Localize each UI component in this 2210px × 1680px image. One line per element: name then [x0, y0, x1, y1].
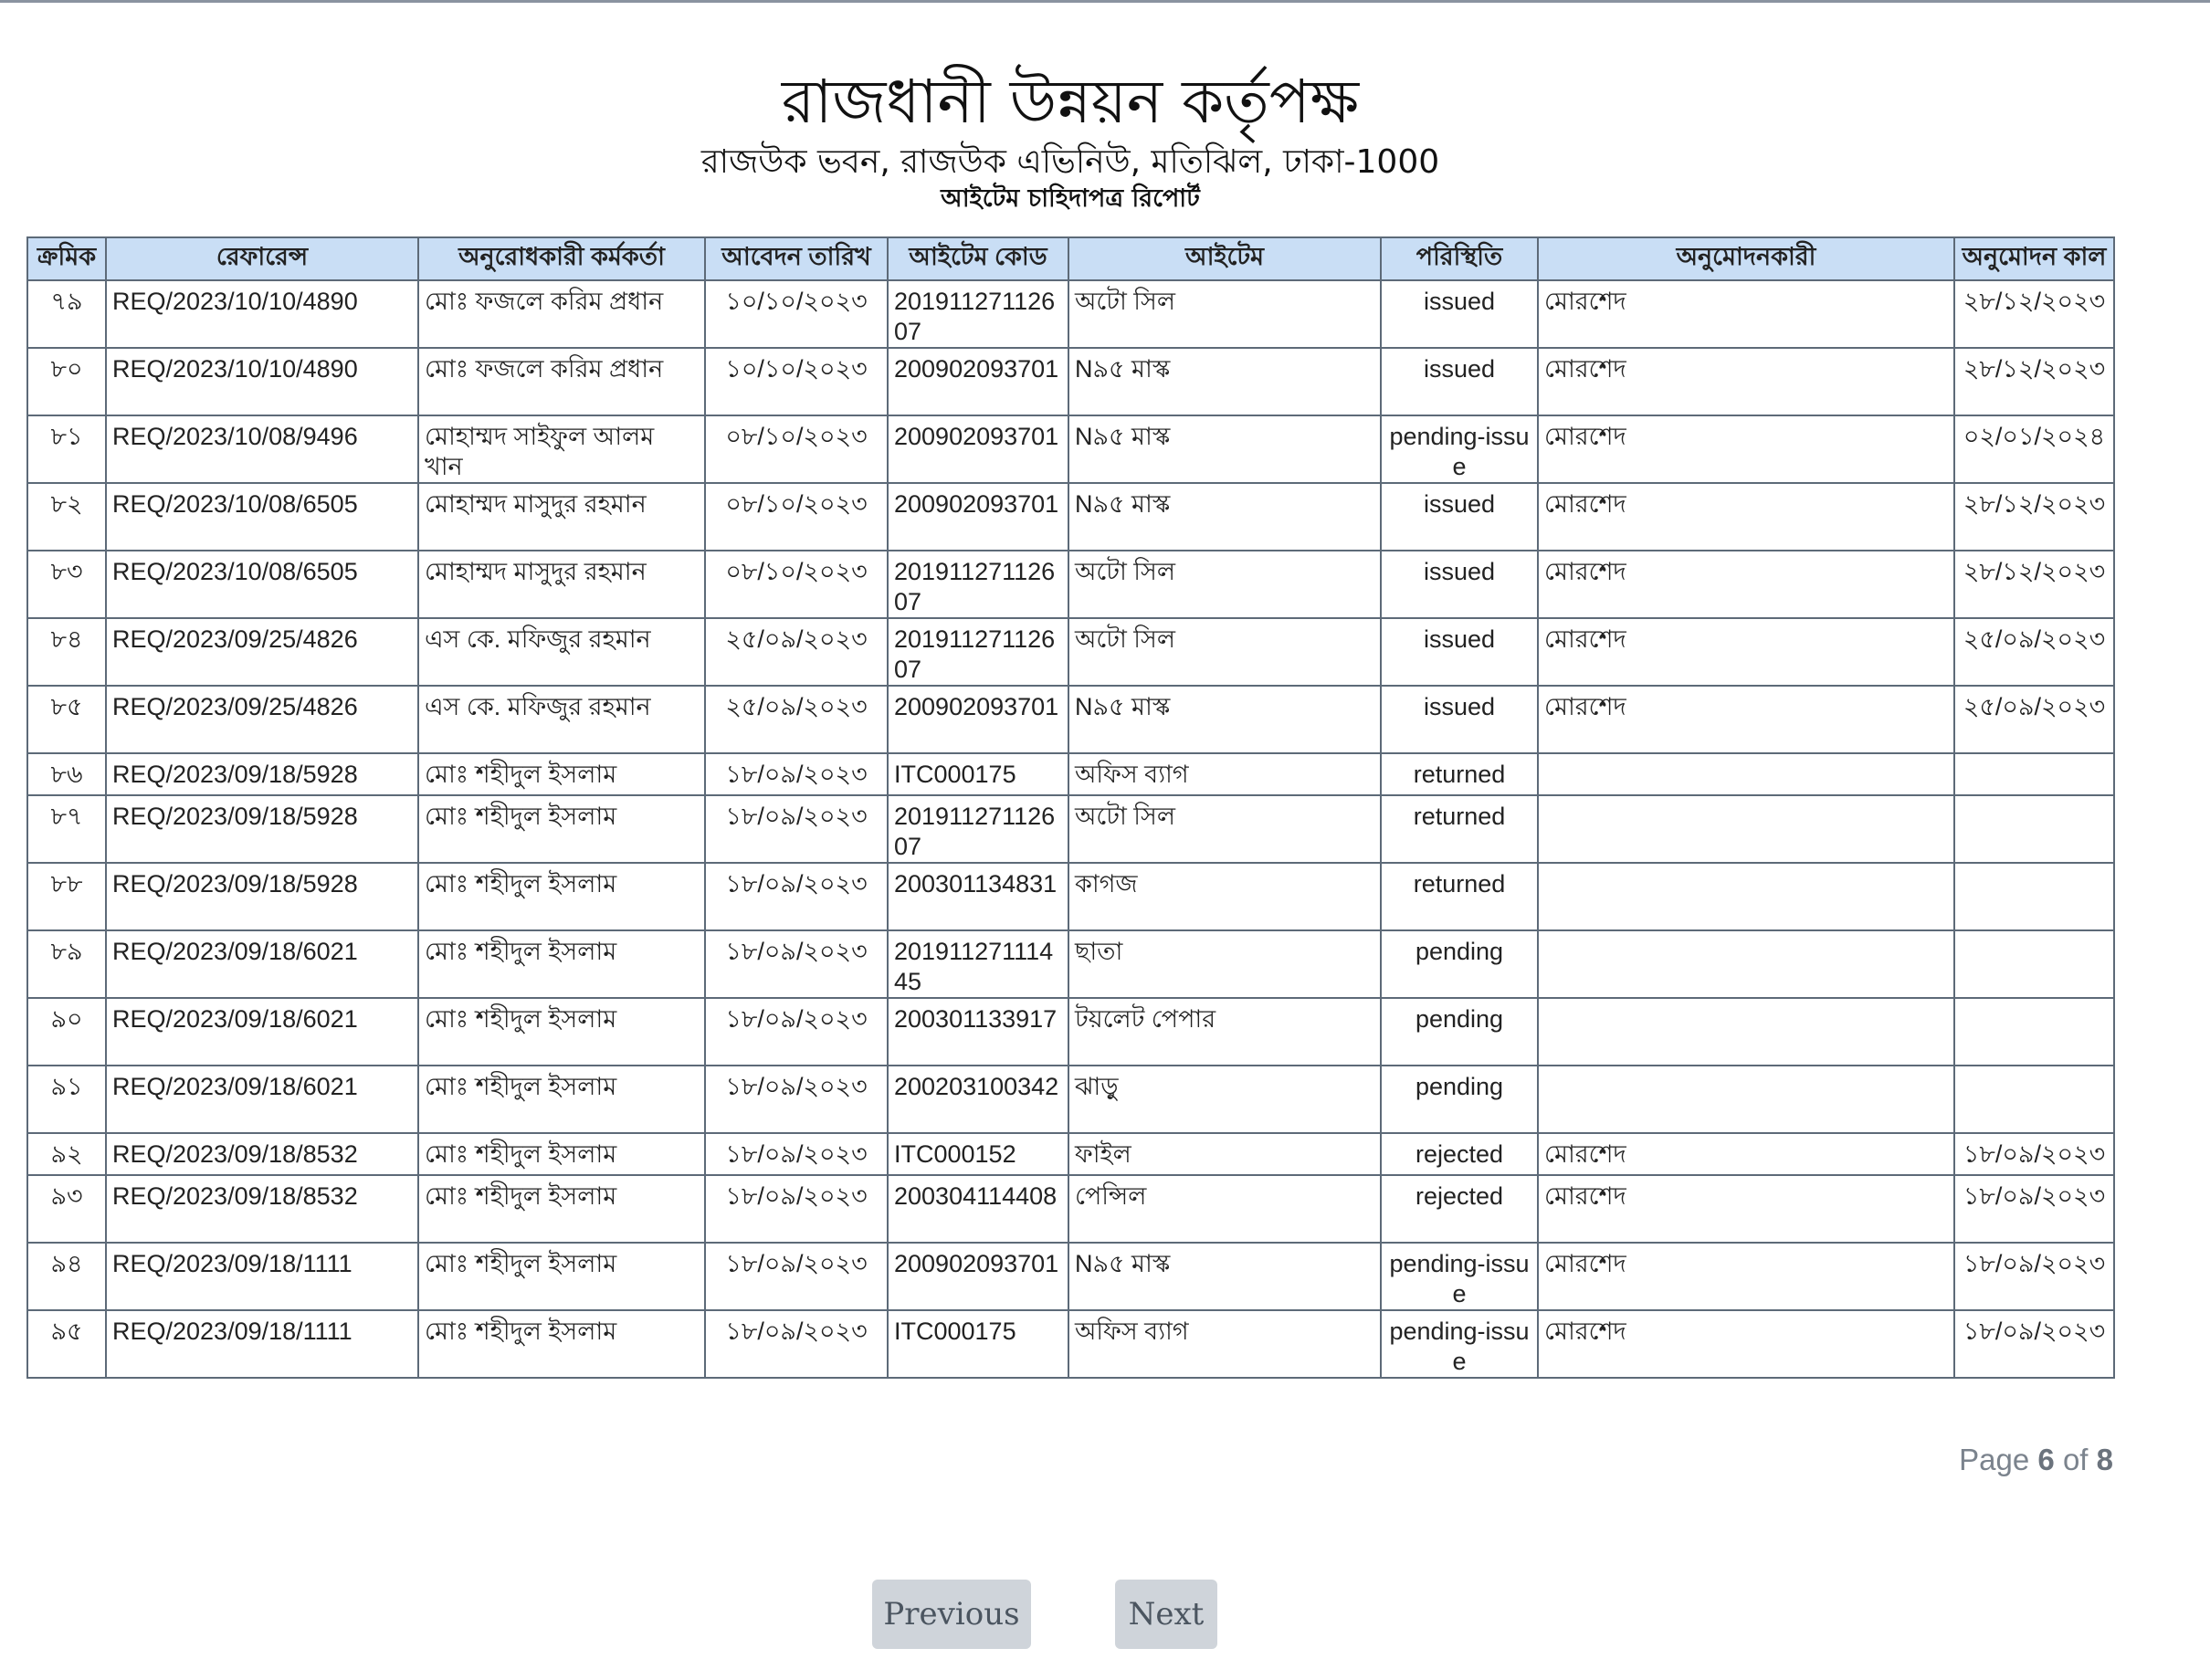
table-row — [27, 686, 2114, 753]
cell-request-date: ১৮/০৯/২০২৩ — [705, 1243, 888, 1310]
cell-approved-on — [1954, 1066, 2114, 1133]
cell-item-name: N৯৫ মাস্ক — [1068, 1243, 1381, 1310]
col-header-item-code: আইটেম কোড — [888, 237, 1068, 280]
cell-item-name: ফাইল — [1068, 1133, 1381, 1175]
table-row — [27, 280, 2114, 348]
cell-request-date: ২৫/০৯/২০২৩ — [705, 686, 888, 753]
cell-item-code: 200902093701 — [888, 348, 1068, 415]
cell-item-code: 20191127112607 — [888, 551, 1068, 618]
cell-approver: মোরশেদ — [1538, 1175, 1954, 1243]
cell-request-date: ০৮/১০/২০২৩ — [705, 551, 888, 618]
col-header-approver: অনুমোদনকারী — [1538, 237, 1954, 280]
cell-status: rejected — [1381, 1175, 1538, 1243]
cell-serial: ৮৪ — [27, 618, 106, 686]
total-pages-number: 8 — [2096, 1443, 2113, 1476]
cell-request-date: ২৫/০৯/২০২৩ — [705, 618, 888, 686]
cell-serial: ৮৮ — [27, 863, 106, 930]
cell-reference: REQ/2023/09/18/6021 — [106, 998, 418, 1066]
table-row — [27, 1133, 2114, 1175]
cell-item-code: 20191127112607 — [888, 280, 1068, 348]
cell-approver: মোরশেদ — [1538, 551, 1954, 618]
cell-request-date: ১৮/০৯/২০২৩ — [705, 795, 888, 863]
cell-requester: মোঃ শহীদুল ইসলাম — [418, 1175, 705, 1243]
cell-requester: মোঃ শহীদুল ইসলাম — [418, 1133, 705, 1175]
table-body — [27, 280, 2114, 1378]
table-row — [27, 483, 2114, 551]
cell-item-name: কাগজ — [1068, 863, 1381, 930]
cell-requester: মোঃ শহীদুল ইসলাম — [418, 930, 705, 998]
cell-approver: মোরশেদ — [1538, 1310, 1954, 1378]
cell-status: pending-issue — [1381, 1310, 1538, 1378]
cell-item-code: 20191127112607 — [888, 795, 1068, 863]
table-row — [27, 618, 2114, 686]
cell-approved-on — [1954, 998, 2114, 1066]
cell-reference: REQ/2023/09/18/1111 — [106, 1310, 418, 1378]
cell-item-code: 200902093701 — [888, 1243, 1068, 1310]
cell-approved-on: ২৫/০৯/২০২৩ — [1954, 686, 2114, 753]
page-prefix: Page — [1959, 1443, 2030, 1476]
page-separator: of — [2062, 1443, 2089, 1476]
cell-approved-on: ২৮/১২/২০২৩ — [1954, 348, 2114, 415]
col-header-approved-on: অনুমোদন কাল — [1954, 237, 2114, 280]
table-row — [27, 1066, 2114, 1133]
col-header-item: আইটেম — [1068, 237, 1381, 280]
cell-serial: ৮৫ — [27, 686, 106, 753]
cell-item-name: N৯৫ মাস্ক — [1068, 686, 1381, 753]
cell-serial: ৮৭ — [27, 795, 106, 863]
cell-status: returned — [1381, 753, 1538, 795]
col-header-requester: অনুরোধকারী কর্মকর্তা — [418, 237, 705, 280]
cell-serial: ৯৪ — [27, 1243, 106, 1310]
previous-page-button[interactable]: Previous — [872, 1580, 1031, 1649]
table-row — [27, 863, 2114, 930]
cell-serial: ৮০ — [27, 348, 106, 415]
requisition-table — [26, 236, 2115, 1379]
cell-serial: ৯৩ — [27, 1175, 106, 1243]
cell-status: issued — [1381, 483, 1538, 551]
cell-serial: ৮১ — [27, 415, 106, 483]
cell-reference: REQ/2023/10/08/9496 — [106, 415, 418, 483]
cell-reference: REQ/2023/09/18/5928 — [106, 863, 418, 930]
cell-requester: মোহাম্মদ মাসুদুর রহমান — [418, 483, 705, 551]
cell-approver: মোরশেদ — [1538, 348, 1954, 415]
cell-request-date: ১৮/০৯/২০২৩ — [705, 1133, 888, 1175]
cell-item-code: ITC000175 — [888, 1310, 1068, 1378]
cell-status: pending-issue — [1381, 1243, 1538, 1310]
col-header-serial: ক্রমিক — [27, 237, 106, 280]
cell-approved-on — [1954, 863, 2114, 930]
cell-status: pending — [1381, 1066, 1538, 1133]
cell-item-name: N৯৫ মাস্ক — [1068, 348, 1381, 415]
cell-item-name: N৯৫ মাস্ক — [1068, 415, 1381, 483]
next-page-button[interactable]: Next — [1115, 1580, 1217, 1649]
cell-item-code: 200301133917 — [888, 998, 1068, 1066]
cell-item-code: 20191127112607 — [888, 618, 1068, 686]
cell-reference: REQ/2023/10/08/6505 — [106, 551, 418, 618]
cell-status: returned — [1381, 863, 1538, 930]
cell-request-date: ১৮/০৯/২০২৩ — [705, 1175, 888, 1243]
cell-approved-on: ২৮/১২/২০২৩ — [1954, 483, 2114, 551]
cell-requester: মোহাম্মদ মাসুদুর রহমান — [418, 551, 705, 618]
cell-item-code: ITC000175 — [888, 753, 1068, 795]
cell-status: issued — [1381, 551, 1538, 618]
col-header-date: আবেদন তারিখ — [705, 237, 888, 280]
cell-request-date: ০৮/১০/২০২৩ — [705, 415, 888, 483]
cell-approved-on: ১৮/০৯/২০২৩ — [1954, 1133, 2114, 1175]
cell-requester: মোঃ শহীদুল ইসলাম — [418, 998, 705, 1066]
cell-item-name: ঝাড়ু — [1068, 1066, 1381, 1133]
report-title: আইটেম চাহিদাপত্র রিপোর্ট — [941, 184, 1200, 213]
cell-approver — [1538, 795, 1954, 863]
cell-reference: REQ/2023/09/25/4826 — [106, 618, 418, 686]
cell-approved-on — [1954, 753, 2114, 795]
table-row — [27, 998, 2114, 1066]
cell-request-date: ০৮/১০/২০২৩ — [705, 483, 888, 551]
cell-item-code: 20191127111445 — [888, 930, 1068, 998]
cell-requester: মোঃ শহীদুল ইসলাম — [418, 1066, 705, 1133]
table-row — [27, 753, 2114, 795]
cell-requester: মোঃ শহীদুল ইসলাম — [418, 863, 705, 930]
table-header-row — [27, 237, 2114, 280]
col-header-status: পরিস্থিতি — [1381, 237, 1538, 280]
cell-reference: REQ/2023/09/18/8532 — [106, 1175, 418, 1243]
cell-item-code: ITC000152 — [888, 1133, 1068, 1175]
cell-item-name: অটো সিল — [1068, 551, 1381, 618]
current-page-number: 6 — [2037, 1443, 2055, 1476]
cell-request-date: ১৮/০৯/২০২৩ — [705, 930, 888, 998]
cell-serial: ৮৩ — [27, 551, 106, 618]
cell-approved-on — [1954, 930, 2114, 998]
cell-status: returned — [1381, 795, 1538, 863]
cell-serial: ৭৯ — [27, 280, 106, 348]
cell-approved-on: ১৮/০৯/২০২৩ — [1954, 1310, 2114, 1378]
cell-serial: ৮৯ — [27, 930, 106, 998]
cell-item-code: 200902093701 — [888, 686, 1068, 753]
cell-serial: ৯৫ — [27, 1310, 106, 1378]
cell-serial: ৯০ — [27, 998, 106, 1066]
organization-title: রাজধানী উন্নয়ন কর্তৃপক্ষ — [781, 67, 1360, 137]
cell-reference: REQ/2023/10/08/6505 — [106, 483, 418, 551]
table-row — [27, 795, 2114, 863]
cell-status: issued — [1381, 348, 1538, 415]
cell-item-code: 200301134831 — [888, 863, 1068, 930]
cell-status: pending — [1381, 930, 1538, 998]
cell-reference: REQ/2023/10/10/4890 — [106, 280, 418, 348]
table-row — [27, 1175, 2114, 1243]
cell-reference: REQ/2023/09/18/5928 — [106, 795, 418, 863]
cell-serial: ৯২ — [27, 1133, 106, 1175]
cell-serial: ৯১ — [27, 1066, 106, 1133]
cell-serial: ৮৬ — [27, 753, 106, 795]
cell-approved-on — [1954, 795, 2114, 863]
cell-item-name: অফিস ব্যাগ — [1068, 753, 1381, 795]
cell-request-date: ১৮/০৯/২০২৩ — [705, 863, 888, 930]
cell-status: issued — [1381, 280, 1538, 348]
cell-status: issued — [1381, 618, 1538, 686]
cell-approver: মোরশেদ — [1538, 1243, 1954, 1310]
cell-requester: মোঃ ফজলে করিম প্রধান — [418, 348, 705, 415]
cell-status: issued — [1381, 686, 1538, 753]
table-row — [27, 1310, 2114, 1378]
organization-address: রাজউক ভবন, রাজউক এভিনিউ, মতিঝিল, ঢাকা-1000 — [700, 143, 1440, 181]
cell-request-date: ১৮/০৯/২০২৩ — [705, 1310, 888, 1378]
table-row — [27, 415, 2114, 483]
cell-item-name: ছাতা — [1068, 930, 1381, 998]
table-row — [27, 551, 2114, 618]
cell-request-date: ১৮/০৯/২০২৩ — [705, 1066, 888, 1133]
cell-requester: মোঃ শহীদুল ইসলাম — [418, 795, 705, 863]
cell-item-code: 200203100342 — [888, 1066, 1068, 1133]
cell-item-name: অটো সিল — [1068, 618, 1381, 686]
table-row — [27, 930, 2114, 998]
cell-approver: মোরশেদ — [1538, 280, 1954, 348]
cell-approver — [1538, 1066, 1954, 1133]
cell-requester: মোঃ শহীদুল ইসলাম — [418, 753, 705, 795]
cell-reference: REQ/2023/09/18/8532 — [106, 1133, 418, 1175]
cell-approved-on: ১৮/০৯/২০২৩ — [1954, 1243, 2114, 1310]
cell-reference: REQ/2023/09/25/4826 — [106, 686, 418, 753]
cell-status: pending-issue — [1381, 415, 1538, 483]
cell-item-name: অটো সিল — [1068, 795, 1381, 863]
table-row — [27, 348, 2114, 415]
cell-requester: এস কে. মফিজুর রহমান — [418, 686, 705, 753]
cell-status: pending — [1381, 998, 1538, 1066]
cell-request-date: ১৮/০৯/২০২৩ — [705, 998, 888, 1066]
cell-requester: মোঃ শহীদুল ইসলাম — [418, 1243, 705, 1310]
table-row — [27, 1243, 2114, 1310]
cell-approved-on: ২৫/০৯/২০২৩ — [1954, 618, 2114, 686]
cell-approver: মোরশেদ — [1538, 618, 1954, 686]
cell-reference: REQ/2023/10/10/4890 — [106, 348, 418, 415]
cell-reference: REQ/2023/09/18/6021 — [106, 930, 418, 998]
cell-approver — [1538, 863, 1954, 930]
cell-approver — [1538, 753, 1954, 795]
cell-reference: REQ/2023/09/18/6021 — [106, 1066, 418, 1133]
cell-item-name: টয়লেট পেপার — [1068, 998, 1381, 1066]
cell-approver: মোরশেদ — [1538, 1133, 1954, 1175]
cell-item-code: 200902093701 — [888, 415, 1068, 483]
cell-approver — [1538, 998, 1954, 1066]
cell-approver: মোরশেদ — [1538, 483, 1954, 551]
cell-item-code: 200304114408 — [888, 1175, 1068, 1243]
cell-approved-on: ১৮/০৯/২০২৩ — [1954, 1175, 2114, 1243]
page-indicator — [1959, 1443, 2113, 1477]
cell-requester: মোহাম্মদ সাইফুল আলম খান — [418, 415, 705, 483]
cell-approver — [1538, 930, 1954, 998]
cell-status: rejected — [1381, 1133, 1538, 1175]
cell-item-name: অফিস ব্যাগ — [1068, 1310, 1381, 1378]
cell-serial: ৮২ — [27, 483, 106, 551]
cell-item-name: অটো সিল — [1068, 280, 1381, 348]
cell-request-date: ১০/১০/২০২৩ — [705, 348, 888, 415]
cell-item-name: পেন্সিল — [1068, 1175, 1381, 1243]
cell-approver: মোরশেদ — [1538, 686, 1954, 753]
cell-reference: REQ/2023/09/18/5928 — [106, 753, 418, 795]
cell-request-date: ১০/১০/২০২৩ — [705, 280, 888, 348]
cell-requester: মোঃ শহীদুল ইসলাম — [418, 1310, 705, 1378]
cell-item-code: 200902093701 — [888, 483, 1068, 551]
cell-approved-on: ২৮/১২/২০২৩ — [1954, 551, 2114, 618]
cell-reference: REQ/2023/09/18/1111 — [106, 1243, 418, 1310]
cell-requester: এস কে. মফিজুর রহমান — [418, 618, 705, 686]
cell-approved-on: ২৮/১২/২০২৩ — [1954, 280, 2114, 348]
cell-requester: মোঃ ফজলে করিম প্রধান — [418, 280, 705, 348]
top-border — [0, 0, 2210, 3]
col-header-reference: রেফারেন্স — [106, 237, 418, 280]
cell-approver: মোরশেদ — [1538, 415, 1954, 483]
cell-approved-on: ০২/০১/২০২৪ — [1954, 415, 2114, 483]
cell-item-name: N৯৫ মাস্ক — [1068, 483, 1381, 551]
cell-request-date: ১৮/০৯/২০২৩ — [705, 753, 888, 795]
